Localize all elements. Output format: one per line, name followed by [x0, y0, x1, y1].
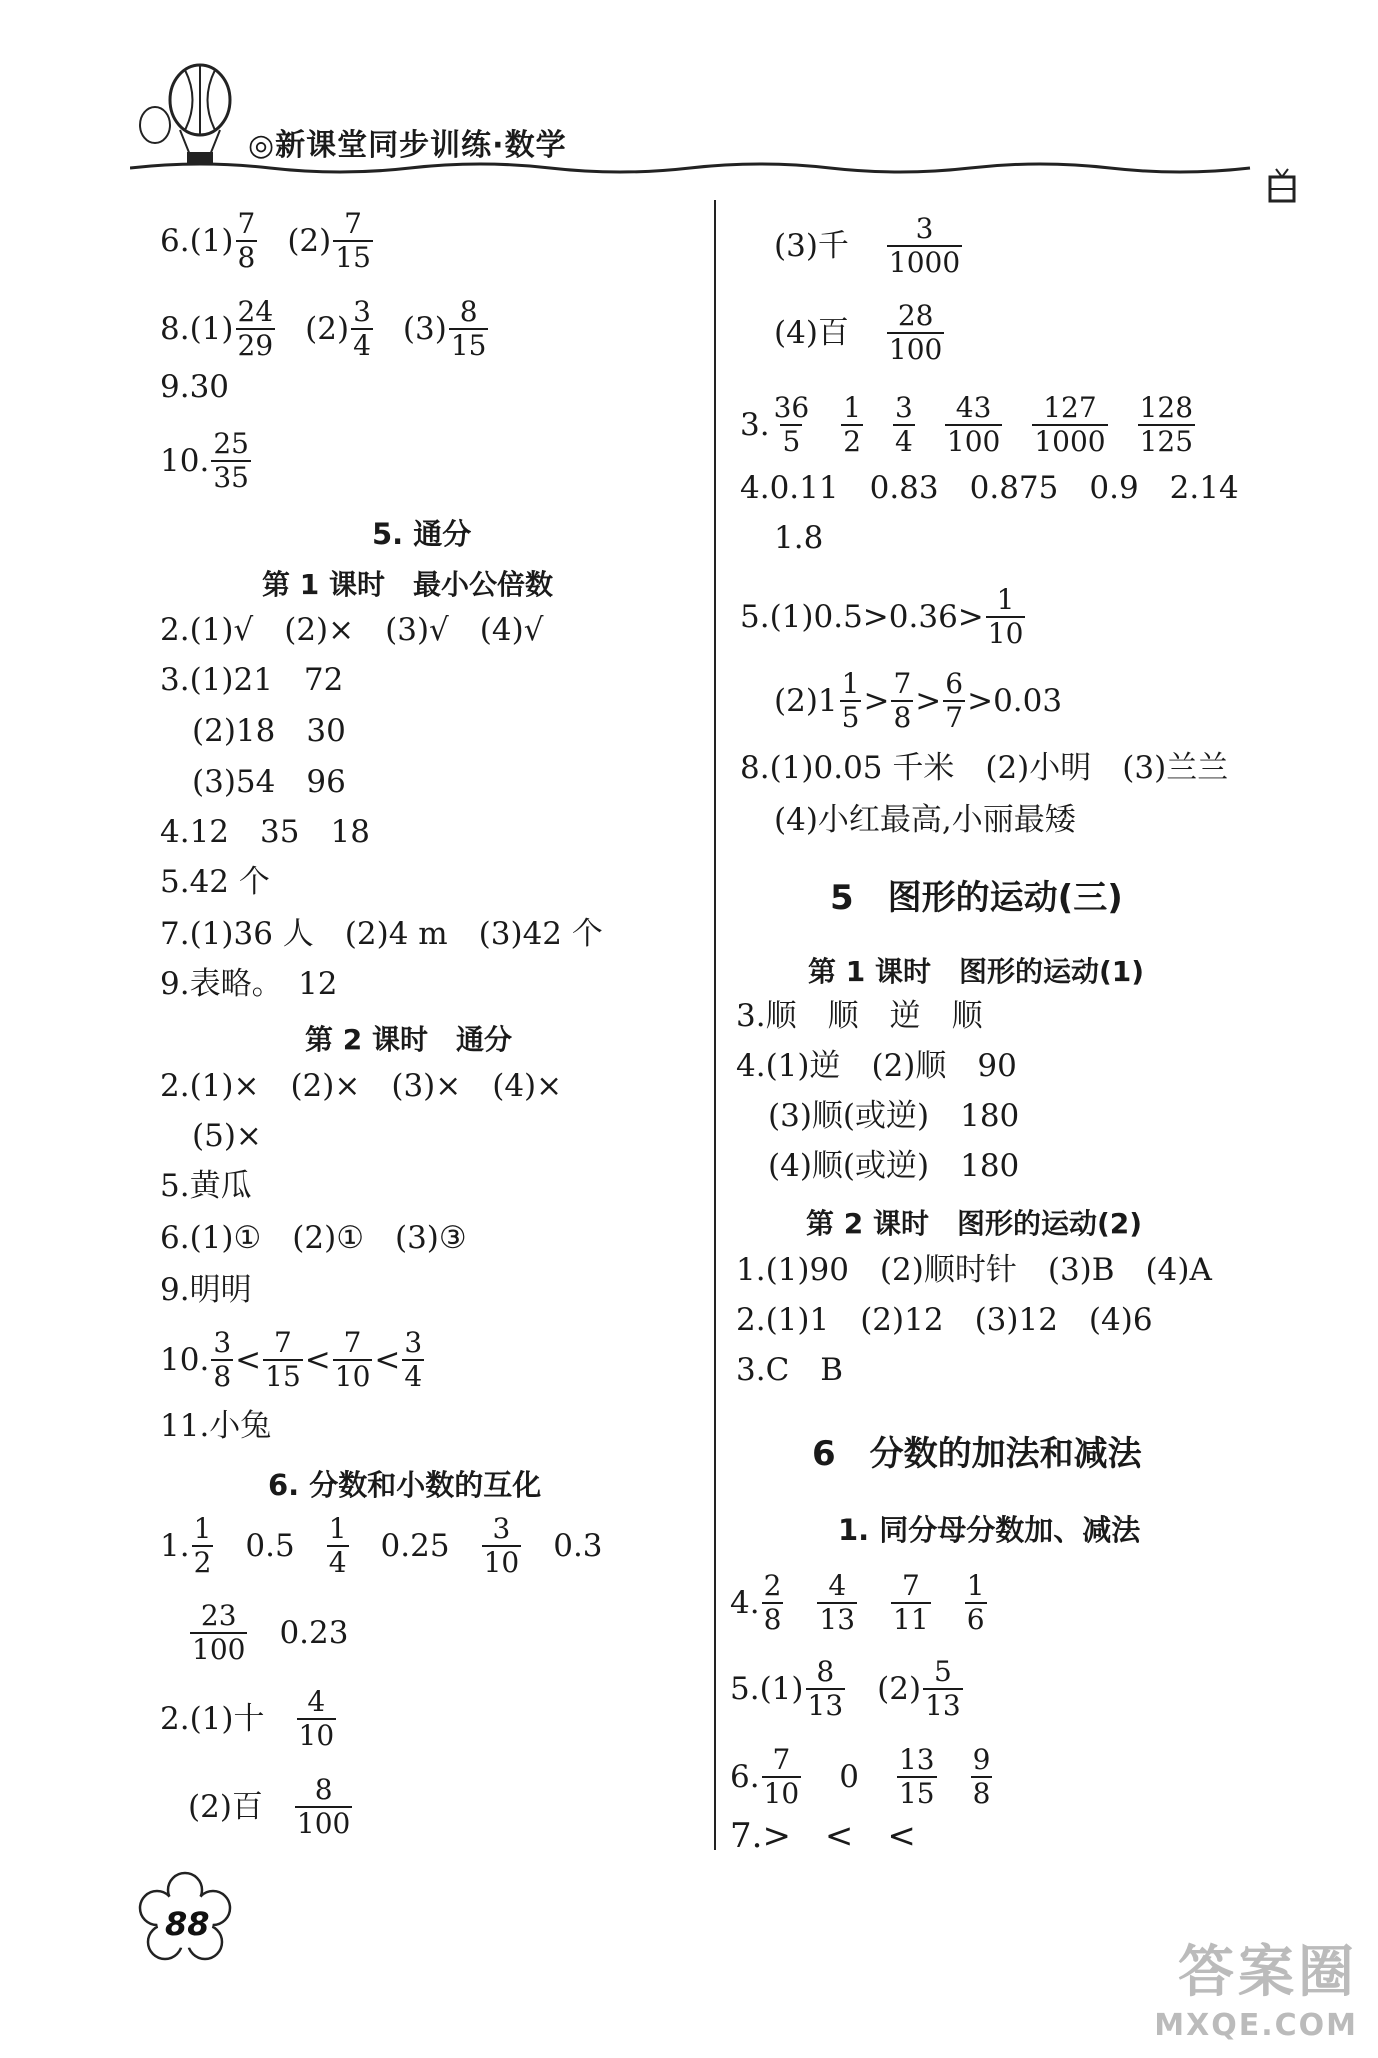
answer-3: 3. $\frac{36}{5}$ $\frac{1}{2}$ $\frac{3}{4}$ $\frac{43}{100}$ $\frac{127}{1000}$ $\frac{128}{125}$ [740, 391, 1194, 458]
page-number: 88 [165, 1905, 210, 1943]
answer-line: 8.(1)0.05 千米 (2)小明 (3)兰兰 [740, 750, 1229, 786]
fraction: $\frac{3}{4}$ [404, 1326, 423, 1393]
fraction: $\frac{1}{5}$ [841, 667, 860, 734]
balloon-decoration-icon [125, 60, 245, 170]
fraction: $\frac{7}{8}$ [237, 207, 256, 274]
answer-line: 1.8 [774, 520, 824, 556]
fraction: $\frac{5}{13}$ [925, 1655, 961, 1722]
answer-5b: 5. (1) $\frac{8}{13}$ (2) $\frac{5}{13}$ [730, 1655, 961, 1722]
watermark: 答案圈 MXQE.COM [1154, 1940, 1358, 2043]
fraction: $\frac{36}{5}$ [773, 391, 810, 458]
answer-9: 9.30 [160, 369, 230, 405]
answer-line: (2)百 $\frac{8}{100}$ [188, 1773, 351, 1840]
answer-line: 6.(1)① (2)① (3)③ [160, 1220, 467, 1256]
fraction: $\frac{127}{1000}$ [1034, 391, 1106, 458]
answer-line: 11.小兔 [160, 1408, 272, 1444]
fraction: $\frac{7}{11}$ [893, 1569, 929, 1636]
fraction: $\frac{25}{35}$ [213, 427, 249, 494]
fraction: $\frac{8}{100}$ [296, 1773, 351, 1840]
fraction: $\frac{1}{2}$ [843, 391, 862, 458]
answer-line: (4)小红最高,小丽最矮 [774, 802, 1076, 838]
fraction: $\frac{7}{10}$ [763, 1743, 800, 1810]
fraction: $\frac{1}{2}$ [193, 1512, 212, 1579]
lamp-decoration-icon [1262, 165, 1302, 205]
fraction: $\frac{9}{8}$ [972, 1743, 991, 1810]
answer-line: 2.(1)× (2)× (3)× (4)× [160, 1068, 563, 1104]
lesson-heading: 第 1 课时 最小公倍数 [262, 568, 553, 601]
answer-line: 3.C B [736, 1352, 844, 1388]
fraction: $\frac{3}{4}$ [353, 295, 371, 362]
answer-1: 1. $\frac{1}{2}$ 0.5 $\frac{1}{4}$ 0.25 $\frac{3}{10}$ 0.3 [160, 1512, 603, 1579]
answer-line: 9.表略。 12 [160, 966, 338, 1002]
answer-line: 4.(1)逆 (2)顺 90 [736, 1048, 1017, 1084]
answer-6b: 6. $\frac{7}{10}$ 0 $\frac{13}{15}$ $\frac{9}{8}$ [730, 1743, 991, 1810]
fraction: $\frac{7}{15}$ [335, 207, 371, 274]
answer-line: (5)× [192, 1118, 262, 1154]
answer-4: 4. $\frac{2}{8}$ $\frac{4}{13}$ $\frac{7}{11}$ $\frac{1}{6}$ [730, 1569, 985, 1636]
section-heading: 5. 通分 [372, 517, 472, 551]
answer-line: $\frac{23}{100}$ 0.23 [192, 1599, 349, 1666]
answer-line: (4)顺(或逆) 180 [768, 1148, 1020, 1184]
answer-5: 5.(1)0.5>0.36> $\frac{1}{10}$ [740, 583, 1024, 650]
fraction: $\frac{1}{6}$ [966, 1569, 985, 1636]
answer-2: 2. (1)十 $\frac{4}{10}$ [160, 1685, 335, 1752]
answer-line: (4)百 $\frac{28}{100}$ [774, 299, 943, 366]
fraction: $\frac{7}{15}$ [265, 1326, 301, 1393]
fraction: $\frac{2}{8}$ [763, 1569, 782, 1636]
answer-line: (3)54 96 [192, 764, 346, 800]
fraction: $\frac{7}{10}$ [334, 1326, 371, 1393]
answer-line: 2.(1)1 (2)12 (3)12 (4)6 [736, 1302, 1153, 1338]
answer-line: 9.明明 [160, 1272, 252, 1308]
answer-line: (2)1 $\frac{1}{5}$ > $\frac{7}{8}$ > $\frac{6}{7}$ >0.03 [774, 667, 1063, 734]
answer-line: 3.顺 顺 逆 顺 [736, 998, 983, 1034]
answer-line: (3)顺(或逆) 180 [768, 1098, 1020, 1134]
fraction: $\frac{28}{100}$ [888, 299, 943, 366]
fraction: $\frac{7}{8}$ [893, 667, 912, 734]
answer-line: 1.(1)90 (2)顺时针 (3)B (4)A [736, 1252, 1212, 1288]
lesson-heading: 第 2 课时 通分 [305, 1023, 512, 1056]
fraction: $\frac{4}{10}$ [298, 1685, 335, 1752]
answer-line: 5.42 个 [160, 864, 270, 900]
fraction: $\frac{43}{100}$ [946, 391, 1001, 458]
fraction: $\frac{1}{10}$ [987, 583, 1024, 650]
answer-10-compare: 10. $\frac{3}{8}$ < $\frac{7}{15}$ < $\frac{7}{10}$ < $\frac{3}{4}$ [160, 1326, 423, 1393]
answer-line: 7.(1)36 人 (2)4 m (3)42 个 [160, 916, 603, 952]
answer-line: 4.12 35 18 [160, 814, 370, 850]
section-heading: 6. 分数和小数的互化 [268, 1468, 542, 1502]
fraction: $\frac{3}{8}$ [213, 1326, 232, 1393]
fraction: $\frac{8}{13}$ [807, 1655, 844, 1722]
answer-8: 8. (1) $\frac{24}{29}$ (2) $\frac{3}{4}$ (3) $\frac{8}{15}$ [160, 295, 487, 362]
fraction: $\frac{3}{4}$ [895, 391, 913, 458]
answer-6: 6. (1) $\frac{7}{8}$ (2) $\frac{7}{15}$ [160, 207, 371, 274]
lesson-heading: 第 1 课时 图形的运动(1) [808, 955, 1145, 988]
answer-line: 5.黄瓜 [160, 1168, 252, 1204]
fraction: $\frac{4}{13}$ [819, 1569, 856, 1636]
section-heading: 1. 同分母分数加、减法 [838, 1513, 1141, 1547]
fraction: $\frac{13}{15}$ [898, 1743, 935, 1810]
fraction: $\frac{24}{29}$ [237, 295, 274, 362]
header-title: ◎新课堂同步训练·数学 [248, 128, 567, 163]
fraction: $\frac{1}{4}$ [328, 1512, 347, 1579]
lesson-heading: 第 2 课时 图形的运动(2) [806, 1207, 1143, 1240]
fraction: $\frac{3}{10}$ [483, 1512, 520, 1579]
fraction: $\frac{23}{100}$ [192, 1599, 246, 1666]
fraction: $\frac{128}{125}$ [1139, 391, 1194, 458]
chapter-heading: 5 图形的运动(三) [830, 878, 1123, 918]
answer-line: 7.> < < [730, 1816, 916, 1856]
answer-line: 3.(1)21 72 [160, 662, 344, 698]
answer-line: (3)千 $\frac{3}{1000}$ [774, 212, 961, 279]
answer-10: 10. $\frac{25}{35}$ [160, 427, 249, 494]
header-wavy-line [130, 158, 1270, 178]
answer-line: (2)18 30 [192, 713, 346, 749]
chapter-heading: 6 分数的加法和减法 [812, 1434, 1142, 1474]
column-divider [714, 200, 716, 1850]
answer-line: 2.(1)√ (2)× (3)√ (4)√ [160, 612, 544, 648]
fraction: $\frac{6}{7}$ [945, 667, 964, 734]
fraction: $\frac{3}{1000}$ [888, 212, 961, 279]
answer-line: 4.0.11 0.83 0.875 0.9 2.14 [740, 470, 1239, 506]
fraction: $\frac{8}{15}$ [450, 295, 487, 362]
